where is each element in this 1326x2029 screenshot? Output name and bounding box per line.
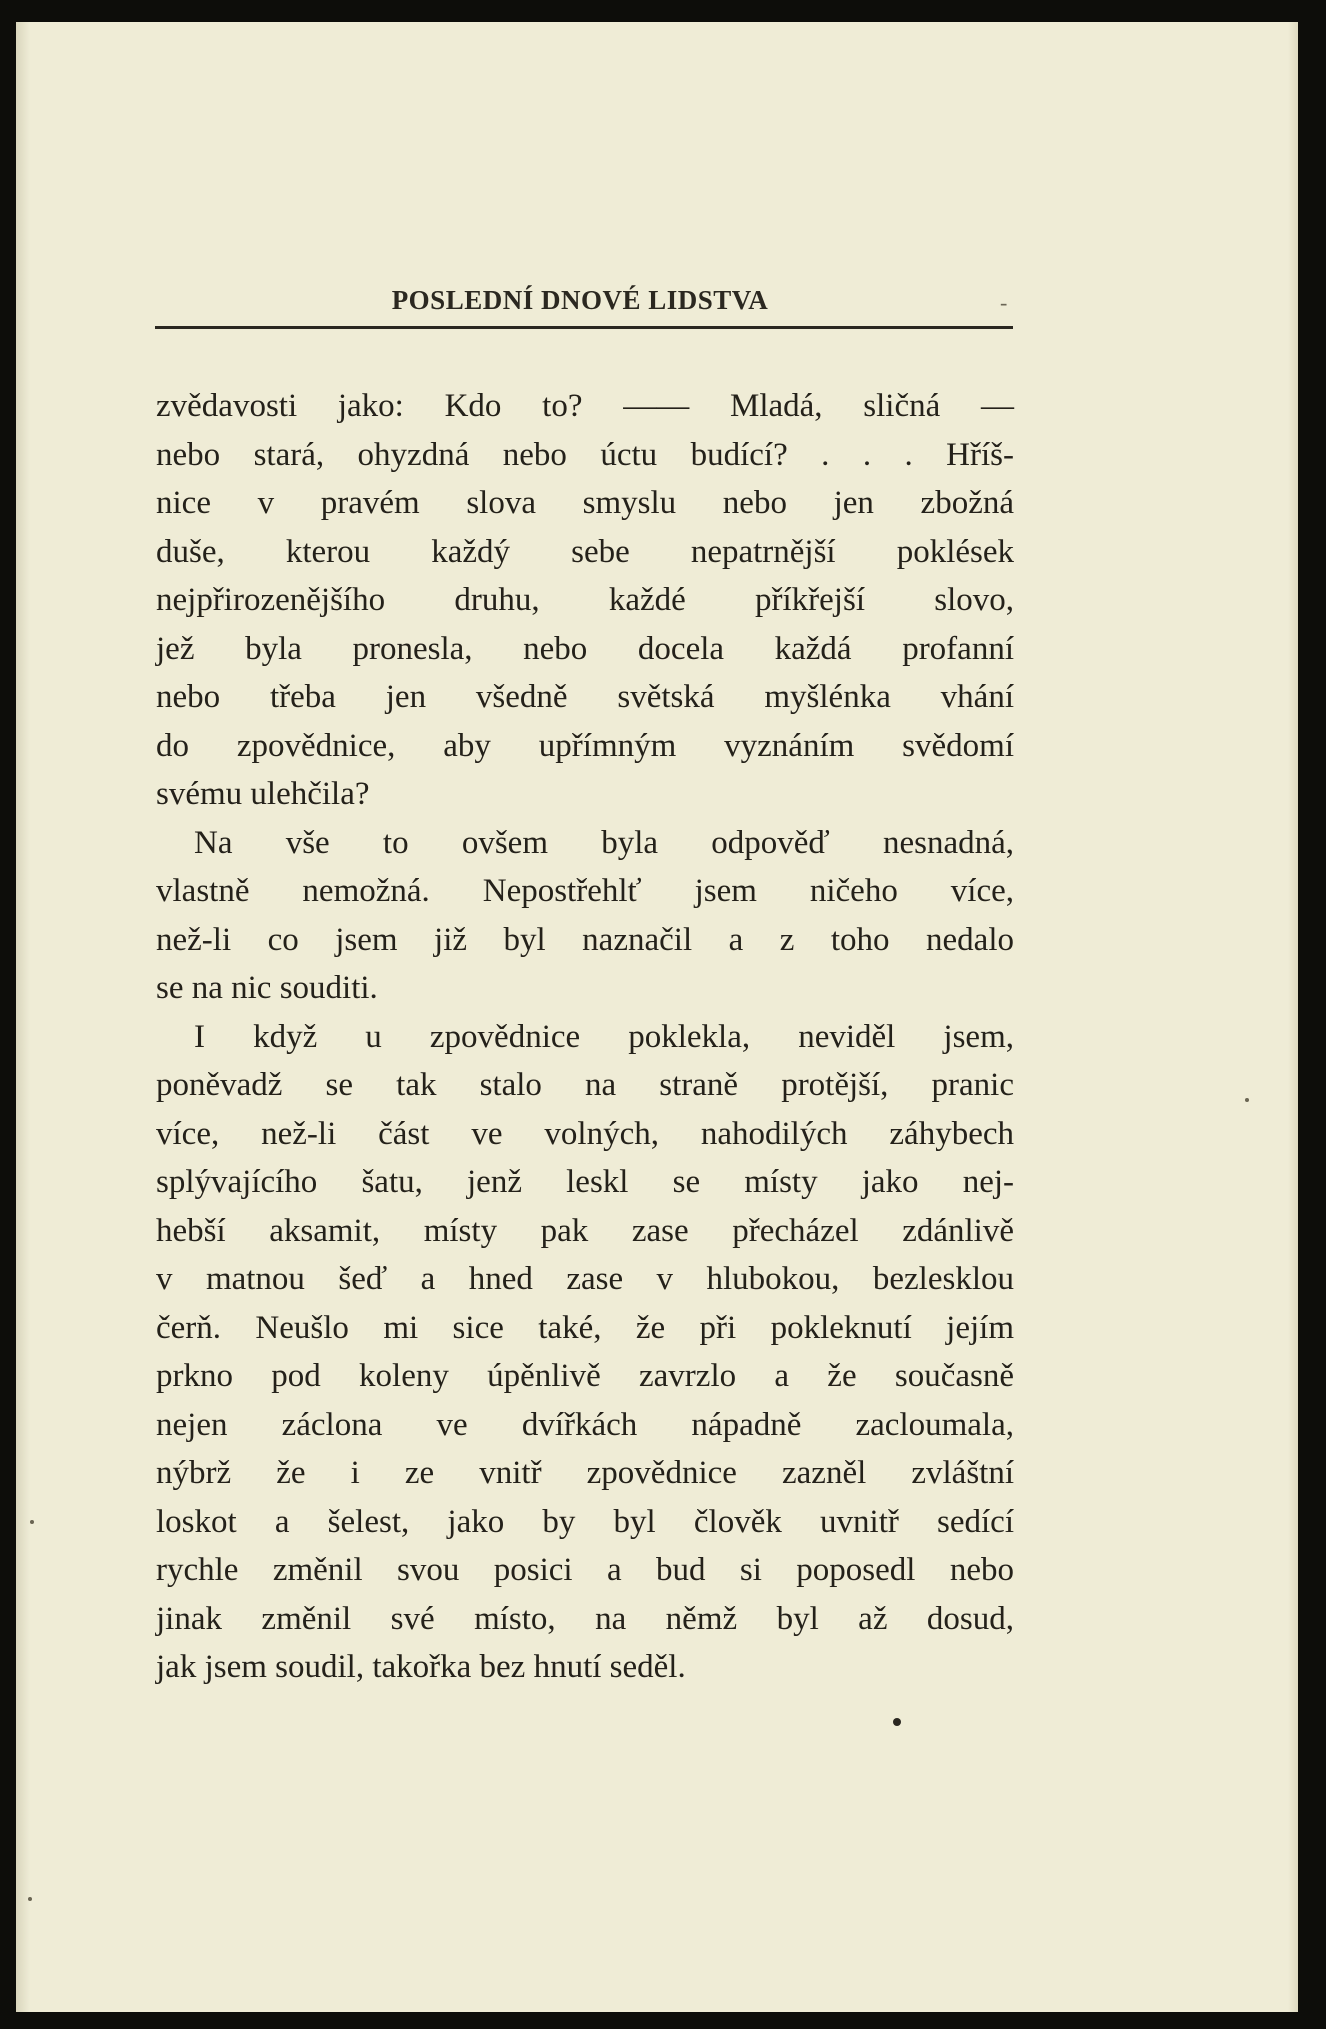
page-edge-right <box>1288 22 1298 2012</box>
text-line: jak jsem soudil, takořka bez hnutí seděl. <box>156 1649 686 1685</box>
text-line: nejen záclona ve dvířkách nápadně zacloumala, <box>156 1406 1014 1443</box>
text-line: více, než-li část ve volných, nahodilých záhybech <box>156 1115 1014 1152</box>
running-head: POSLEDNÍ DNOVÉ LIDSTVA <box>391 285 769 315</box>
text-line: vlastně nemožná. Nepostřehlť jsem ničeho více, <box>156 873 1014 909</box>
text-line: poněvadž se tak stalo na straně protější, pranic <box>156 1067 1014 1103</box>
text-line: rychle změnil svou posici a bud si poposedl nebo <box>156 1552 1014 1588</box>
text-line: prkno pod koleny úpěnlivě zavrzlo a že současně <box>156 1358 1014 1394</box>
text-line: než-li co jsem již byl naznačil a z toho nedalo <box>156 921 1014 958</box>
text-line: splývajícího šatu, jenž leskl se místy jako nej- <box>156 1164 1014 1200</box>
text-line: hebší aksamit, místy pak zase přecházel zdánlivě <box>156 1212 1014 1249</box>
paragraph-1 <box>156 382 1014 819</box>
text-line: nýbrž že i ze vnitř zpovědnice zazněl zvláštní <box>156 1455 1014 1491</box>
ink-speck <box>28 1897 32 1901</box>
text-line: zvědavosti jako: Kdo to? —— Mladá, sličná — <box>156 388 1014 424</box>
paragraph-3 <box>156 1013 1014 1692</box>
text-line: nebo stará, ohyzdná nebo úctu budící? . . . Hříš- <box>156 436 1014 473</box>
text-line: v matnou šeď a hned zase v hlubokou, bezlesklou <box>156 1261 1014 1297</box>
text-line: nebo třeba jen všedně světská myšlénka vhání <box>156 679 1014 715</box>
ink-speck <box>893 1718 901 1726</box>
page-edge-left <box>16 22 30 2012</box>
text-line: Na vše to ovšem byla odpověď nesnadná, <box>194 824 1014 861</box>
header-rule <box>155 326 1013 329</box>
text-line: se na nic souditi. <box>156 970 378 1006</box>
body-text <box>156 382 1014 1692</box>
header-mark: - <box>1000 290 1008 315</box>
text-line: jinak změnil své místo, na němž byl až dosud, <box>156 1600 1014 1637</box>
text-line: nice v pravém slova smyslu nebo jen zbožná <box>156 485 1014 521</box>
text-line: I když u zpovědnice poklekla, neviděl jsem, <box>194 1018 1014 1055</box>
text-line: loskot a šelest, jako by byl člověk uvnitř sedící <box>156 1503 1014 1540</box>
text-line: čerň. Neušlo mi sice také, že při pokleknutí jejím <box>156 1309 1014 1346</box>
ink-speck <box>30 1520 34 1524</box>
text-line: do zpovědnice, aby upřímným vyznáním svědomí <box>156 727 1014 764</box>
text-line: duše, kterou každý sebe nepatrnější poklések <box>156 533 1014 570</box>
text-line: nejpřirozenějšího druhu, každé příkřejší slovo, <box>156 582 1014 618</box>
ink-speck <box>1245 1098 1249 1102</box>
paragraph-2 <box>156 819 1014 1013</box>
text-line: svému ulehčila? <box>156 776 370 812</box>
text-line: jež byla pronesla, nebo docela každá profanní <box>156 630 1014 667</box>
